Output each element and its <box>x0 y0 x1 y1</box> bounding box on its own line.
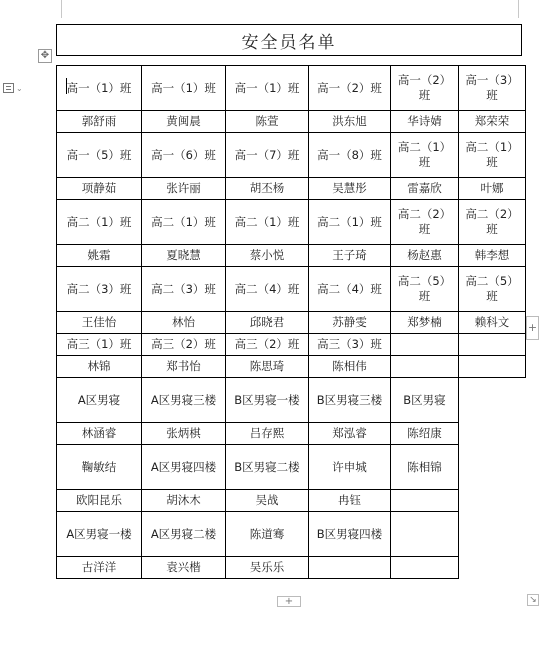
table-cell[interactable]: 林涵睿 <box>57 423 142 445</box>
page-margin-guide-right <box>518 0 519 18</box>
table-cell[interactable]: 王佳怡 <box>57 312 142 334</box>
table-cell[interactable]: 韩李想 <box>459 245 526 267</box>
table-cell[interactable] <box>459 356 526 378</box>
table-cell[interactable]: 高一（2）班 <box>391 66 459 111</box>
table-cell[interactable]: 冉钰 <box>309 490 391 512</box>
table-cell[interactable]: 高一（6）班 <box>142 133 226 178</box>
table-row <box>57 423 526 445</box>
table-cell[interactable]: B区男寝 <box>391 378 459 423</box>
table-row <box>57 133 526 178</box>
table-cell[interactable]: 陈思琦 <box>226 356 309 378</box>
table-cell[interactable]: 高二（1）班 <box>226 200 309 245</box>
table-cell[interactable]: 高二（4）班 <box>226 267 309 312</box>
table-cell[interactable]: 洪东旭 <box>309 111 391 133</box>
table-cell[interactable]: 高二（2）班 <box>459 200 526 245</box>
table-cell[interactable]: 林怡 <box>142 312 226 334</box>
table-margin <box>459 490 526 512</box>
table-cell[interactable]: B区男寝一楼 <box>226 378 309 423</box>
table-cell[interactable]: B区男寝二楼 <box>226 445 309 490</box>
table-cell[interactable]: 吴慧彤 <box>309 178 391 200</box>
table-margin <box>459 423 526 445</box>
table-cell[interactable]: 高二（1）班 <box>459 133 526 178</box>
table-cell[interactable]: 华诗婧 <box>391 111 459 133</box>
table-cell[interactable]: 张炳棋 <box>142 423 226 445</box>
table-cell[interactable]: 高二（5）班 <box>459 267 526 312</box>
roster-table <box>56 65 526 579</box>
table-cell[interactable]: 许申城 <box>309 445 391 490</box>
table-cell[interactable]: 欧阳昆乐 <box>57 490 142 512</box>
table-cell[interactable]: 高一（1）班 <box>226 66 309 111</box>
document-title[interactable]: 安全员名单 <box>56 24 522 56</box>
table-cell[interactable]: 陈相伟 <box>309 356 391 378</box>
table-cell[interactable]: 高二（5）班 <box>391 267 459 312</box>
table-cell[interactable]: 赖科文 <box>459 312 526 334</box>
table-cell[interactable]: 高二（1）班 <box>309 200 391 245</box>
table-margin <box>459 445 526 490</box>
table-margin <box>459 512 526 557</box>
add-column-button[interactable]: + <box>526 316 539 340</box>
table-cell[interactable]: 王子琦 <box>309 245 391 267</box>
table-cell[interactable]: 蔡小悦 <box>226 245 309 267</box>
table-cell[interactable]: A区男寝一楼 <box>57 512 142 557</box>
table-cell[interactable]: 陈绍康 <box>391 423 459 445</box>
table-margin <box>459 557 526 579</box>
table-row <box>57 557 526 579</box>
table-margin <box>459 378 526 423</box>
table-cell[interactable]: 陈萱 <box>226 111 309 133</box>
table-row <box>57 490 526 512</box>
table-cell[interactable]: 杨赵惠 <box>391 245 459 267</box>
table-cell[interactable]: 高一（1）班 <box>142 66 226 111</box>
table-cell[interactable]: 袁兴楷 <box>142 557 226 579</box>
table-cell[interactable]: 高一（8）班 <box>309 133 391 178</box>
table-cell[interactable]: 叶娜 <box>459 178 526 200</box>
table-cell[interactable]: A区男寝三楼 <box>142 378 226 423</box>
table-row <box>57 111 526 133</box>
table-cell[interactable]: 高一（7）班 <box>226 133 309 178</box>
table-cell[interactable]: 高一（3）班 <box>459 66 526 111</box>
table-cell[interactable]: 高二（1）班 <box>142 200 226 245</box>
table-row <box>57 378 526 423</box>
table-cell[interactable]: 胡丕杨 <box>226 178 309 200</box>
table-row <box>57 512 526 557</box>
table-cell[interactable]: B区男寝三楼 <box>309 378 391 423</box>
table-cell[interactable]: 高一（5）班 <box>57 133 142 178</box>
table-cell[interactable]: 雷嘉欣 <box>391 178 459 200</box>
table-cell[interactable]: 吴乐乐 <box>226 557 309 579</box>
add-row-button[interactable]: + <box>277 596 301 607</box>
table-cell[interactable]: B区男寝四楼 <box>309 512 391 557</box>
table-cell[interactable]: 黄闽晨 <box>142 111 226 133</box>
paragraph-menu-button[interactable] <box>3 80 33 96</box>
table-cell[interactable]: 项静茹 <box>57 178 142 200</box>
paragraph-menu-icon <box>3 83 14 93</box>
table-cell[interactable]: A区男寝 <box>57 378 142 423</box>
table-cell[interactable]: 胡沐木 <box>142 490 226 512</box>
table-cell[interactable] <box>391 490 459 512</box>
table-cell[interactable]: 张许丽 <box>142 178 226 200</box>
table-cell[interactable]: 姚霜 <box>57 245 142 267</box>
table-row <box>57 445 526 490</box>
table-row <box>57 245 526 267</box>
table-cell[interactable] <box>459 334 526 356</box>
table-row <box>57 312 526 334</box>
table-cell[interactable]: 古洋洋 <box>57 557 142 579</box>
table-cell[interactable]: 高三（3）班 <box>309 334 391 356</box>
table-cell[interactable]: 高二（1）班 <box>57 200 142 245</box>
table-cell[interactable]: 郑书怡 <box>142 356 226 378</box>
table-cell[interactable]: 高二（3）班 <box>57 267 142 312</box>
table-cell[interactable]: 高三（1）班 <box>57 334 142 356</box>
table-cell[interactable]: 高三（2）班 <box>226 334 309 356</box>
table-cell[interactable]: 郑梦楠 <box>391 312 459 334</box>
table-cell[interactable]: 林锦 <box>57 356 142 378</box>
table-cell[interactable]: 陈相锦 <box>391 445 459 490</box>
table-cell[interactable]: 郭舒雨 <box>57 111 142 133</box>
table-cell[interactable] <box>391 557 459 579</box>
table-cell[interactable]: 高二（4）班 <box>309 267 391 312</box>
table-cell[interactable]: 高一（2）班 <box>309 66 391 111</box>
table-cell[interactable]: 郑荣荣 <box>459 111 526 133</box>
table-cell[interactable]: 夏晓慧 <box>142 245 226 267</box>
table-cell[interactable]: 高二（1）班 <box>391 133 459 178</box>
table-cell[interactable]: 高二（3）班 <box>142 267 226 312</box>
table-cell[interactable]: A区男寝四楼 <box>142 445 226 490</box>
table-row <box>57 356 526 378</box>
table-cell[interactable] <box>391 512 459 557</box>
table-resize-handle[interactable]: ↘ <box>527 594 539 606</box>
table-cell[interactable]: 高二（2）班 <box>391 200 459 245</box>
table-row <box>57 66 526 111</box>
table-cell[interactable] <box>391 334 459 356</box>
table-cell[interactable]: 吕存熙 <box>226 423 309 445</box>
table-cell[interactable]: 高三（2）班 <box>142 334 226 356</box>
table-cell[interactable]: 鞠敏结 <box>57 445 142 490</box>
table-cell[interactable]: 陈道骞 <box>226 512 309 557</box>
table-cell[interactable]: 苏静雯 <box>309 312 391 334</box>
table-cell[interactable]: 吴战 <box>226 490 309 512</box>
table-row <box>57 334 526 356</box>
text-cursor <box>66 78 67 94</box>
table-cell[interactable]: A区男寝二楼 <box>142 512 226 557</box>
table-cell[interactable]: 郑泓睿 <box>309 423 391 445</box>
table-row <box>57 178 526 200</box>
page-margin-guide-left <box>61 0 62 18</box>
table-cell[interactable]: 邱晓君 <box>226 312 309 334</box>
table-cell[interactable]: 高一（1）班 <box>57 66 142 111</box>
table-row <box>57 267 526 312</box>
chevron-down-icon: ⌄ <box>16 83 23 93</box>
table-cell[interactable] <box>391 356 459 378</box>
table-cell[interactable] <box>309 557 391 579</box>
move-handle-icon[interactable]: ✥ <box>38 49 52 63</box>
table-row <box>57 200 526 245</box>
